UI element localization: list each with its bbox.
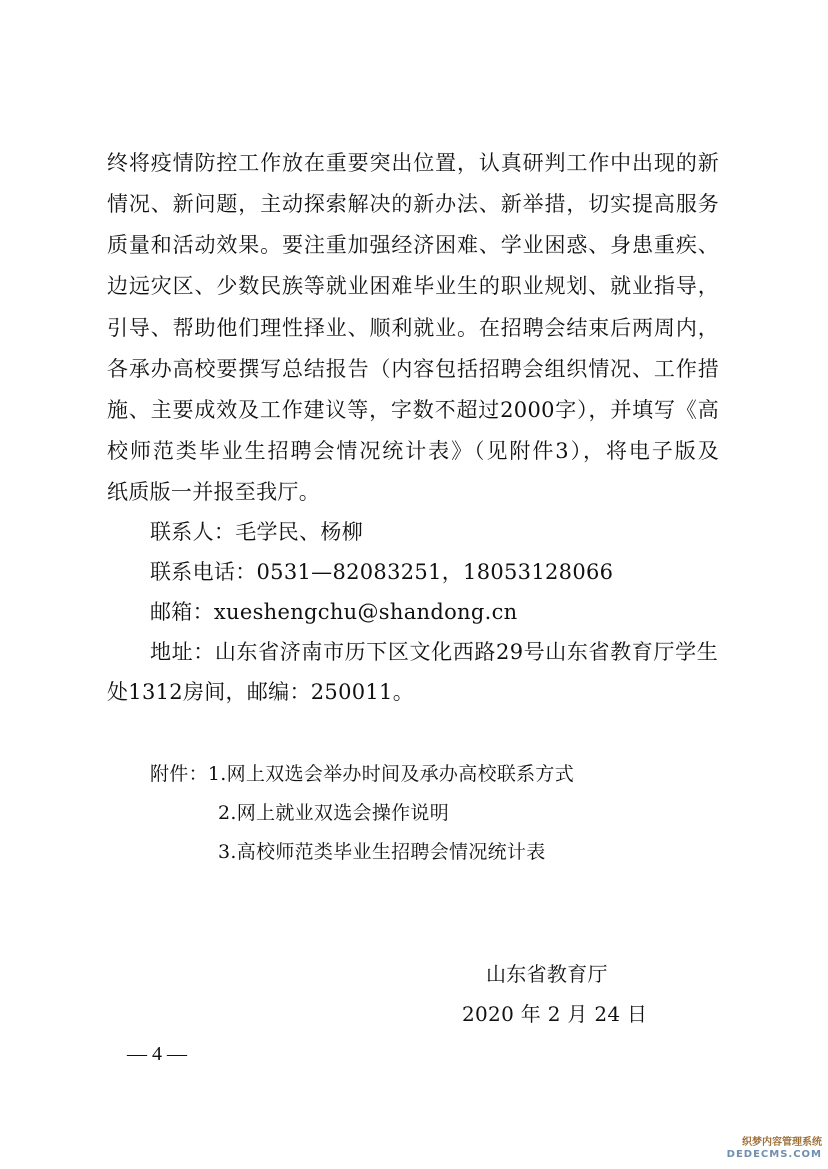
signature-date: 2020 年 2 月 24 日 xyxy=(462,1002,648,1026)
attachment-item-1: 附件：1.网上双选会举办时间及承办高校联系方式 xyxy=(150,763,575,785)
body-line-1: 终将疫情防控工作放在重要突出位置，认真研判工作中出现的新 xyxy=(107,151,719,175)
body-line-6: 各承办高校要撰写总结报告（内容包括招聘会组织情况、工作措 xyxy=(107,357,719,381)
contact-person: 联系人：毛学民、杨柳 xyxy=(150,520,363,544)
attachment-item-2: 2.网上就业双选会操作说明 xyxy=(218,802,450,824)
contact-email: 邮箱：xueshengchu@shandong.cn xyxy=(150,600,518,624)
contact-address-line-2: 处1312房间，邮编：250011。 xyxy=(107,680,415,704)
body-line-9: 纸质版一并报至我厅。 xyxy=(107,480,320,504)
contact-phone: 联系电话：0531—82083251，18053128066 xyxy=(150,560,614,584)
attachment-item-3: 3.高校师范类毕业生招聘会情况统计表 xyxy=(218,841,546,863)
body-line-4: 边远灾区、少数民族等就业困难毕业生的职业规划、就业指导， xyxy=(107,274,719,298)
page-number: — 4 — xyxy=(127,1043,187,1065)
watermark-cn-text: 织梦内容管理系统 xyxy=(742,1137,822,1148)
body-line-7: 施、主要成效及工作建议等，字数不超过2000字），并填写《高 xyxy=(107,398,719,422)
signature-org: 山东省教育厅 xyxy=(486,962,608,986)
watermark-en-text: DEDECMS.COM xyxy=(726,1149,822,1160)
contact-address-line-1: 地址：山东省济南市历下区文化西路29号山东省教育厅学生 xyxy=(150,640,718,664)
body-line-8: 校师范类毕业生招聘会情况统计表》（见附件3），将电子版及 xyxy=(107,439,719,463)
watermark-logo xyxy=(718,1137,822,1161)
body-line-3: 质量和活动效果。要注重加强经济困难、学业困惑、身患重疾、 xyxy=(107,233,719,257)
body-line-5: 引导、帮助他们理性择业、顺利就业。在招聘会结束后两周内， xyxy=(107,316,719,340)
body-line-2: 情况、新问题，主动探索解决的新办法、新举措，切实提高服务 xyxy=(107,192,719,216)
